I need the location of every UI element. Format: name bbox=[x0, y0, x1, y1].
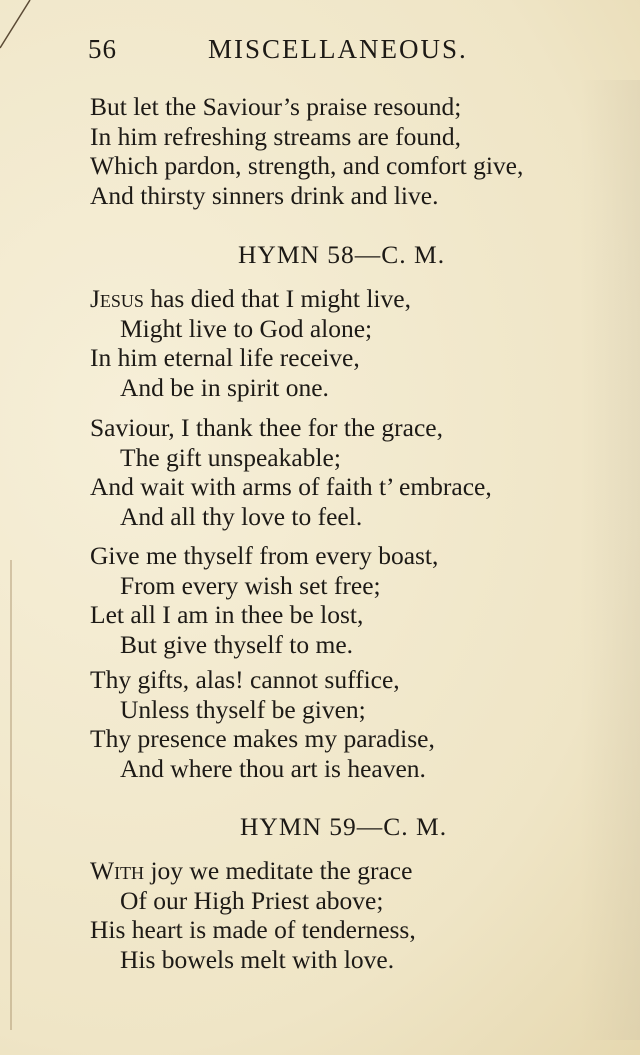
stanza-continued bbox=[90, 92, 638, 210]
running-title: MISCELLANEOUS. bbox=[208, 34, 468, 64]
verse-line: Give me thyself from every boast, bbox=[90, 541, 439, 570]
hymn-58-stanza-1 bbox=[90, 284, 638, 402]
verse-line: And where thou art is heaven. bbox=[120, 753, 426, 783]
verse-line: And thirsty sinners drink and live. bbox=[90, 180, 439, 210]
verse-line: With joy we meditate the grace bbox=[90, 856, 413, 885]
verse-line: And be in spirit one. bbox=[120, 372, 329, 402]
verse-line: But give thyself to me. bbox=[120, 629, 354, 659]
verse-line: Thy presence makes my paradise, bbox=[90, 724, 435, 753]
verse-line: But let the Saviour’s praise resound; bbox=[90, 92, 462, 121]
hymn-58-title: HYMN 58—C. M. bbox=[238, 240, 446, 269]
verse-line: Saviour, I thank thee for the grace, bbox=[90, 413, 444, 442]
verse-line: In him refreshing streams are found, bbox=[90, 121, 462, 151]
page-edge-mark bbox=[10, 560, 12, 1030]
hymn-58-stanza-3 bbox=[90, 541, 638, 659]
verse-line: Let all I am in thee be lost, bbox=[90, 600, 364, 629]
verse-line: Of our High Priest above; bbox=[120, 885, 384, 915]
hymn-58-stanza-2 bbox=[90, 413, 638, 531]
corner-fold-mark bbox=[0, 0, 40, 60]
verse-line: In him eternal life receive, bbox=[90, 343, 360, 372]
page-number: 56 bbox=[88, 34, 117, 64]
verse-line: Unless thyself be given; bbox=[120, 694, 366, 724]
verse-line: From every wish set free; bbox=[120, 570, 381, 600]
verse-line: Might live to God alone; bbox=[120, 313, 373, 343]
verse-line: His bowels melt with love. bbox=[120, 944, 395, 974]
verse-line: The gift unspeakable; bbox=[120, 442, 341, 472]
hymn-58-stanza-4 bbox=[90, 665, 638, 783]
verse-line: His heart is made of tenderness, bbox=[90, 915, 416, 944]
verse-line: And wait with arms of faith t’ embrace, bbox=[90, 472, 492, 501]
hymn-59-title: HYMN 59—C. M. bbox=[240, 812, 448, 841]
first-word: With bbox=[90, 856, 145, 885]
verse-line: Jesus has died that I might live, bbox=[90, 284, 411, 313]
hymn-59-stanza-1 bbox=[90, 856, 638, 974]
first-word: Jesus bbox=[90, 284, 144, 313]
page-header bbox=[88, 30, 508, 70]
verse-line: And all thy love to feel. bbox=[120, 501, 363, 531]
verse-line: Thy gifts, alas! cannot suffice, bbox=[90, 665, 400, 694]
verse-line: Which pardon, strength, and comfort give, bbox=[90, 151, 524, 180]
